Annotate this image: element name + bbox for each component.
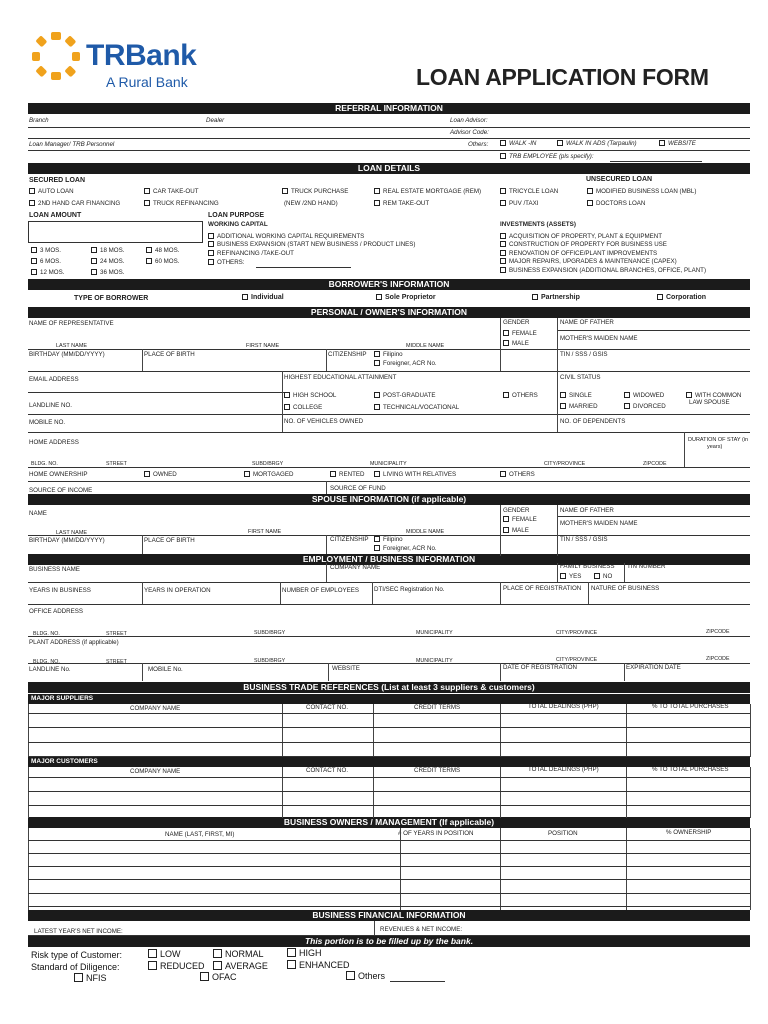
spouse-citizenship-label: CITIZENSHIP [330,536,369,543]
family-no-checkbox[interactable]: NO [594,573,612,581]
rem-takeout-checkbox[interactable]: REM TAKE-OUT [374,200,429,208]
spouse-gender-label: GENDER [503,507,530,514]
purpose-2[interactable]: BUSINESS EXPANSION (START NEW BUSINESS / PRODUCT LINES) [208,241,416,249]
grid-line [374,921,375,936]
civil-status-label: CIVIL STATUS [560,374,601,381]
personal-header: PERSONAL / OWNER'S INFORMATION [28,307,750,318]
employment-header: EMPLOYMENT / BUSINESS INFORMATION [28,554,750,565]
trade-header: BUSINESS TRADE REFERENCES (List at least 3 suppliers & customers) [28,682,750,693]
tin-label: TIN / SSS / GSIS [560,351,608,358]
car-takeout-checkbox[interactable]: CAR TAKE-OUT [144,188,199,196]
investments-label: INVESTMENTS (ASSETS) [500,221,576,228]
low-checkbox[interactable]: LOW [148,949,181,960]
term-48[interactable]: 48 MOS. [146,247,179,255]
birthday-label: BIRTHDAY (MM/DD/YYYY) [29,351,105,358]
grid-line [624,663,625,681]
others-label: Others: [468,141,489,148]
walk-in-ads-checkbox[interactable]: WALK IN ADS (Tarpaulin) [557,140,637,148]
grid-line [557,371,558,432]
advisor-code-label: Advisor Code: [450,129,489,136]
married-checkbox[interactable]: MARRIED [560,403,598,411]
type-of-borrower-label: TYPE OF BORROWER [74,295,149,302]
plant-municipality-label: MUNICIPALITY [416,658,453,664]
grid-line [282,371,283,432]
family-business-label: FAMILY BUSINESS [560,563,615,570]
grid-line [626,704,627,757]
net-income-label: LATEST YEAR'S NET INCOME: [34,928,123,935]
municipality-label: MUNICIPALITY [370,461,407,467]
expiration-label: EXPIRATION DATE [626,664,681,671]
street-label: STREET [106,461,127,467]
grid-line [557,505,558,556]
others-bank-checkbox[interactable]: Others [346,971,385,982]
investment-4[interactable]: MAJOR REPAIRS, UPGRADES & MAINTENANCE (CAPEX) [500,258,677,266]
place-birth-label: PLACE OF BIRTH [144,351,195,358]
cus-col-company: COMPANY NAME [130,768,181,775]
sup-col-percent: % TO TOTAL PURCHASES [652,703,729,710]
grid-line [28,704,29,757]
grid-line [28,853,750,854]
bank-logo [30,30,82,82]
grid-line [326,563,327,582]
average-checkbox[interactable]: AVERAGE [213,961,268,972]
partnership-checkbox[interactable]: Partnership [532,294,580,302]
father-label: NAME OF FATHER [560,319,614,326]
grid-line [28,756,750,757]
grid-line [372,582,373,604]
source-income-label: SOURCE OF INCOME [29,487,93,494]
grid-line [373,704,374,757]
spouse-female-checkbox[interactable]: FEMALE [503,516,537,524]
last-name-label: LAST NAME [56,343,88,349]
post-grad-checkbox[interactable]: POST-GRADUATE [374,392,435,400]
grid-line [28,767,29,818]
plant-zip-label: ZIPCODE [706,656,730,662]
grid-line [28,805,750,806]
term-36[interactable]: 36 MOS. [91,269,124,277]
grid-line [28,879,750,880]
spouse-last-name-label: LAST NAME [56,530,88,536]
email-label: EMAIL ADDRESS [29,376,79,383]
office-zip-label: ZIPCODE [706,629,730,635]
family-yes-checkbox[interactable]: YES [560,573,581,581]
owned-checkbox[interactable]: OWNED [144,471,177,479]
doctors-checkbox[interactable]: DOCTORS LOAN [587,200,645,208]
grid-line [373,767,374,818]
filipino-checkbox[interactable]: Filipino [374,351,403,359]
grid-line [500,318,501,371]
grid-line [142,582,143,604]
spouse-first-name-label: FIRST NAME [248,529,282,535]
divorced-checkbox[interactable]: DIVORCED [624,403,666,411]
ofac-checkbox[interactable]: OFAC [200,972,237,983]
cus-col-contact: CONTACT NO. [306,767,349,774]
grid-line [500,704,501,757]
office-bldg-label: BLDG. NO. [33,631,60,637]
duration-label-2: years) [707,444,723,450]
investment-3[interactable]: RENOVATION OF OFFICE/PLANT IMPROVEMENTS [500,250,657,258]
spouse-place-birth-label: PLACE OF BIRTH [144,537,195,544]
own-col-name: NAME (LAST, FIRST, MI) [165,831,235,838]
first-name-label: FIRST NAME [246,343,280,349]
grid-line [28,713,750,714]
risk-type-label: Risk type of Customer: [31,950,123,960]
grid-line [28,742,750,743]
reduced-checkbox[interactable]: REDUCED [148,961,205,972]
grid-line [557,318,558,371]
secured-loan-label: SECURED LOAN [29,177,86,184]
purpose-4[interactable]: OTHERS: [208,259,245,267]
sup-col-contact: CONTACT NO. [306,704,349,711]
office-municipality-label: MUNICIPALITY [416,630,453,636]
spouse-name-label: NAME [29,510,47,517]
bank-tagline: A Rural Bank [106,74,188,90]
truck-purchase-checkbox[interactable]: TRUCK PURCHASE [282,188,348,196]
financial-header: BUSINESS FINANCIAL INFORMATION [28,910,750,921]
name-rep-label: NAME OF REPRESENTATIVE [29,320,114,327]
grid-line [326,535,327,554]
dealer-label: Dealer [206,117,225,124]
grid-line [142,535,143,554]
own-col-ownership: % OWNERSHIP [666,829,712,836]
grid-line [142,663,143,681]
common-law-checkbox[interactable]: WITH COMMON [686,392,741,400]
nfis-checkbox[interactable]: NFIS [74,973,107,984]
grid-line [624,563,625,582]
high-school-checkbox[interactable]: HIGH SCHOOL [284,392,336,400]
referral-header: REFERRAL INFORMATION [28,103,750,114]
high-checkbox[interactable]: HIGH [287,948,322,959]
grid-line [500,582,501,604]
plant-subd-label: SUBD/BRGY [254,658,286,664]
grid-line [326,349,327,371]
sup-col-company: COMPANY NAME [130,705,181,712]
investment-5[interactable]: BUSINESS EXPANSION (ADDITIONAL BRANCHES, OFFICE, PLANT) [500,267,706,275]
landline-label: LANDLINE NO. [29,402,72,409]
plant-address-label: PLANT ADDRESS (if applicable) [29,639,119,646]
grid-line [750,704,751,757]
investment-1[interactable]: ACQUISITION OF PROPERTY, PLANT & EQUIPMENT [500,233,662,241]
gender-label: GENDER [503,319,530,326]
own-col-position: POSITION [548,830,578,837]
investment-2[interactable]: CONSTRUCTION OF PROPERTY FOR BUSINESS USE [500,241,667,249]
spouse-header: SPOUSE INFORMATION (if applicable) [28,494,750,505]
plant-bldg-label: BLDG. NO. [33,659,60,665]
spouse-male-checkbox[interactable]: MALE [503,527,529,535]
loan-advisor-label: Loan Advisor: [450,117,488,124]
corporation-checkbox[interactable]: Corporation [657,294,706,302]
cus-col-total: TOTAL DEALINGS (PHP) [528,766,599,773]
revenues-label: REVENUES & NET INCOME: [380,926,463,933]
city-label: CITY/PROVINCE [544,461,586,467]
grid-line [28,727,750,728]
office-subd-label: SUBD/BRGY [254,630,286,636]
college-checkbox[interactable]: COLLEGE [284,404,322,412]
term-12[interactable]: 12 MOS. [31,269,64,277]
mothers-maiden-label: MOTHER'S MAIDEN NAME [560,335,638,342]
emp-mobile-label: MOBILE No. [148,666,183,673]
grid-line [328,663,329,681]
plant-street-label: STREET [106,659,127,665]
home-ownership-label: HOME OWNERSHIP [29,471,88,478]
widowed-checkbox[interactable]: WIDOWED [624,392,664,400]
education-label: HIGHEST EDUCATIONAL ATTAINMENT [284,374,397,381]
emp-landline-label: LANDLINE No. [29,666,71,673]
common-law-label-2: LAW SPOUSE [689,399,730,406]
rem-checkbox[interactable]: REAL ESTATE MORTGAGE (REM) [374,188,481,196]
grid-line [588,582,589,604]
bank-name: TRBank [86,39,197,72]
grid-line [28,777,750,778]
male-checkbox[interactable]: MALE [503,340,529,348]
office-address-label: OFFICE ADDRESS [29,608,83,615]
spouse-filipino-checkbox[interactable]: Filipino [374,536,403,544]
grid-line [282,704,283,757]
spouse-middle-name-label: MIDDLE NAME [406,529,445,535]
diligence-label: Standard of Diligence: [31,962,120,972]
technical-checkbox[interactable]: TECHNICAL/VOCATIONAL [374,404,459,412]
loan-purpose-label: LOAN PURPOSE [208,212,265,219]
website-checkbox[interactable]: WEBSITE [659,140,696,148]
grid-line [28,935,750,936]
tin-number-label: TIN NUMBER [627,563,666,570]
loan-amount-label: LOAN AMOUNT [29,212,82,219]
sole-proprietor-checkbox[interactable]: Sole Proprietor [376,294,436,302]
grid-line [28,906,750,907]
own-col-years: # OF YEARS IN POSITION [398,830,474,837]
date-reg-label: DATE OF REGISTRATION [503,664,578,671]
bank-use-header: This portion is to be filled up by the bank. [28,936,750,947]
grid-line [500,767,501,818]
cus-col-credit: CREDIT TERMS [414,767,461,774]
subd-label: SUBD/BRGY [252,461,284,467]
sup-col-credit: CREDIT TERMS [414,704,461,711]
individual-checkbox[interactable]: Individual [242,294,284,302]
spouse-father-label: NAME OF FATHER [560,507,614,514]
office-street-label: STREET [106,631,127,637]
dti-label: DTI/SEC Registration No. [374,586,445,593]
term-24[interactable]: 24 MOS. [91,258,124,266]
cus-col-percent: % TO TOTAL PURCHASES [652,766,729,773]
trb-employee-checkbox[interactable]: TRB EMPLOYEE (pls specify): [500,153,594,161]
mbl-checkbox[interactable]: MODIFIED BUSINESS LOAN (MBL) [587,188,696,196]
borrower-header: BORROWER'S INFORMATION [28,279,750,290]
customers-header: MAJOR CUSTOMERS [28,757,750,767]
company-name-label: COMPANY NAME [330,564,381,571]
grid-line [626,767,627,818]
grid-line [282,767,283,818]
others-edu-checkbox[interactable]: OTHERS [503,392,538,400]
grid-line [28,840,750,841]
grid-line [557,563,558,582]
plant-city-label: CITY/PROVINCE [556,657,598,663]
num-employees-label: NUMBER OF EMPLOYEES [282,587,360,594]
business-name-label: BUSINESS NAME [29,566,80,573]
tricycle-checkbox[interactable]: TRICYCLE LOAN [500,188,558,196]
middle-name-label: MIDDLE NAME [406,343,445,349]
years-operation-label: YEARS IN OPERATION [144,587,211,594]
office-city-label: CITY/PROVINCE [556,630,598,636]
term-3[interactable]: 3 MOS. [31,247,61,255]
purpose-1[interactable]: ADDITIONAL WORKING CAPITAL REQUIREMENTS [208,233,364,241]
bldg-label: BLDG. NO. [31,461,58,467]
living-relatives-checkbox[interactable]: LIVING WITH RELATIVES [374,471,456,479]
spouse-mothers-label: MOTHER'S MAIDEN NAME [560,520,638,527]
source-fund-label: SOURCE OF FUND [330,485,386,492]
enhanced-checkbox[interactable]: ENHANCED [287,960,350,971]
grid-line [28,866,750,867]
rented-checkbox[interactable]: RENTED [330,471,364,479]
grid-line [326,481,327,494]
spouse-birthday-label: BIRTHDAY (MM/DD/YYYY) [29,537,105,544]
grid-line [142,349,143,371]
grid-line [500,505,501,556]
place-reg-label: PLACE OF REGISTRATION [503,585,582,592]
truck-refinancing-checkbox[interactable]: TRUCK REFINANCING [144,200,219,208]
owners-header: BUSINESS OWNERS / MANAGEMENT (If applicable) [28,817,750,828]
mortgaged-checkbox[interactable]: MORTGAGED [244,471,293,479]
form-title: LOAN APPLICATION FORM [416,64,709,90]
others-home-checkbox[interactable]: OTHERS [500,471,535,479]
grid-line [750,828,751,910]
loan-details-header: LOAN DETAILS [28,163,750,174]
vehicles-label: NO. OF VEHICLES OWNED [284,418,364,425]
suppliers-header: MAJOR SUPPLIERS [28,694,750,704]
years-business-label: YEARS IN BUSINESS [29,587,91,594]
single-checkbox[interactable]: SINGLE [560,392,592,400]
spouse-tin-label: TIN / SSS / GSIS [560,536,608,543]
emp-website-label: WEBSITE [332,665,360,672]
grid-line [750,767,751,818]
term-6[interactable]: 6 MOS. [31,258,61,266]
second-hand-checkbox[interactable]: 2ND HAND CAR FINANCING [29,200,120,208]
grid-line [28,791,750,792]
zip-label: ZIPCODE [643,461,667,467]
grid-line [28,893,750,894]
grid-line [280,582,281,604]
puv-checkbox[interactable]: PUV /TAXI [500,200,538,208]
auto-loan-checkbox[interactable]: AUTO LOAN [29,188,74,196]
working-capital-label: WORKING CAPITAL [208,221,268,228]
citizenship-label: CITIZENSHIP [328,351,367,358]
female-checkbox[interactable]: FEMALE [503,330,537,338]
grid-line [684,432,685,467]
sup-col-total: TOTAL DEALINGS (PHP) [528,703,599,710]
new-2nd-label: (NEW /2ND HAND) [284,200,338,207]
term-60[interactable]: 60 MOS. [146,258,179,266]
duration-label: DURATION OF STAY (in [688,437,749,443]
loan-amount-input[interactable] [28,221,203,243]
term-18[interactable]: 18 MOS. [91,247,124,255]
loan-manager-label: Loan Manager/ TRB Personnel [29,141,115,148]
purpose-3[interactable]: REFINANCING /TAKE-OUT [208,250,294,258]
mobile-label: MOBILE NO. [29,419,66,426]
foreigner-checkbox[interactable]: Foreigner, ACR No. [374,360,437,368]
normal-checkbox[interactable]: NORMAL [213,949,264,960]
walk-in-checkbox[interactable]: WALK -IN [500,140,536,148]
branch-label: Branch [29,117,49,124]
home-address-label: HOME ADDRESS [29,439,79,446]
unsecured-loan-label: UNSECURED LOAN [586,176,653,183]
nature-business-label: NATURE OF BUSINESS [591,585,660,592]
grid-line [500,663,501,681]
dependents-label: NO. OF DEPENDENTS [560,418,626,425]
spouse-foreigner-checkbox[interactable]: Foreigner, ACR No. [374,545,437,553]
